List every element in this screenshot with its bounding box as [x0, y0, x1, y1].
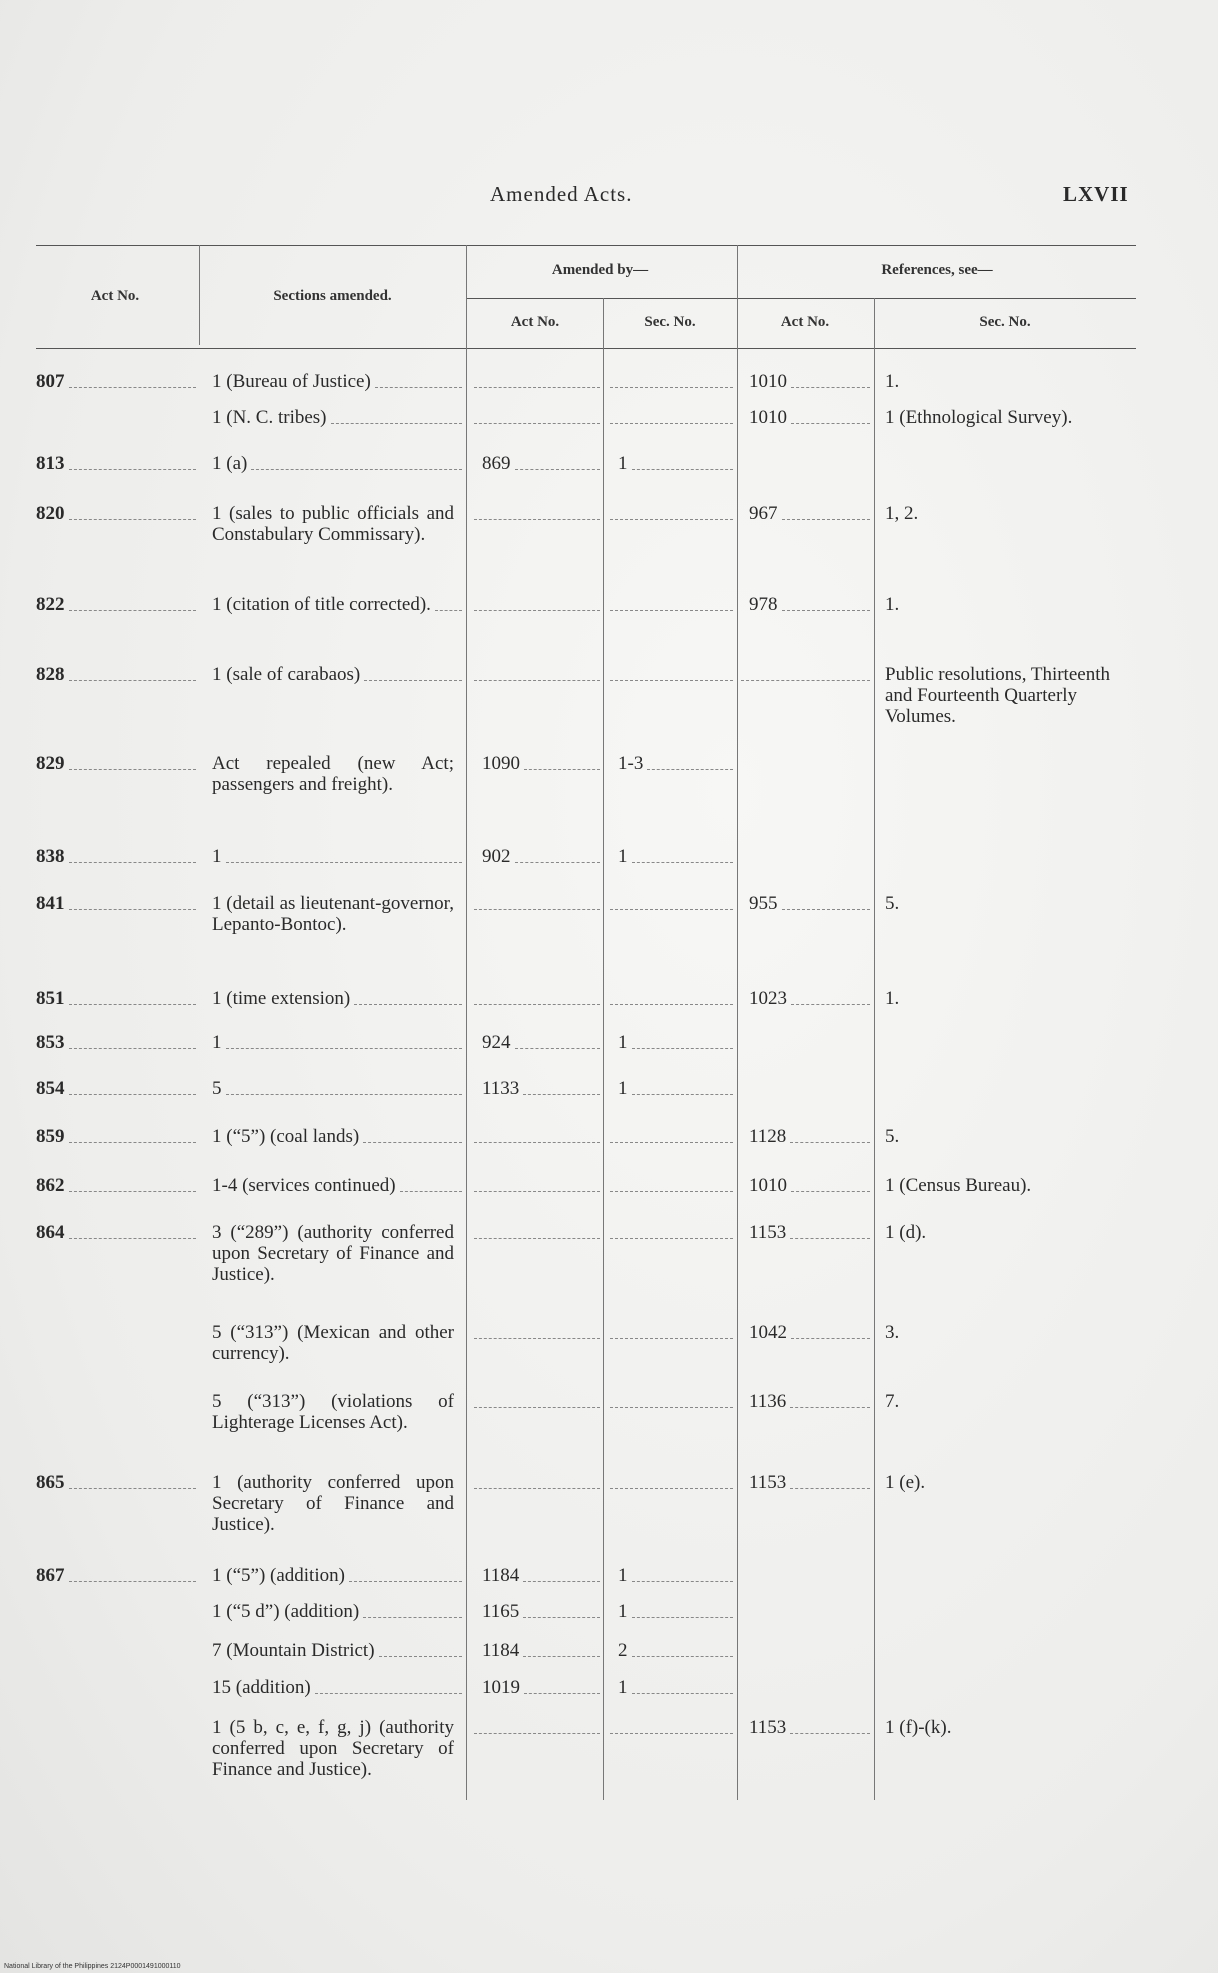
- amended-by-sec: 1: [618, 846, 628, 867]
- section-amended: 3 (“289”) (authority conferred upon Secretary of Finance and Justice).: [212, 1222, 454, 1285]
- amended-by-act: 1184: [482, 1640, 520, 1661]
- header-references: References, see—: [881, 262, 993, 278]
- dot-leader: [69, 1488, 197, 1489]
- act-number: 838: [36, 846, 65, 867]
- act-number: 865: [36, 1472, 65, 1493]
- dot-leader: [524, 769, 600, 770]
- reference-sec: 1 (d).: [885, 1222, 927, 1243]
- dot-leader: [647, 769, 733, 770]
- reference-act: 1153: [749, 1717, 787, 1738]
- dot-leader: [226, 1048, 463, 1049]
- dot-leader: [400, 1191, 462, 1192]
- header-amended-by: Amended by—: [551, 262, 649, 278]
- dot-leader: [474, 519, 600, 520]
- dot-leader: [69, 769, 197, 770]
- amended-by-act: 902: [482, 846, 511, 867]
- reference-sec: 1.: [885, 988, 900, 1009]
- amended-by-act: 1090: [482, 753, 520, 774]
- dot-leader: [474, 909, 600, 910]
- dot-leader: [632, 1656, 734, 1657]
- dot-leader: [331, 423, 462, 424]
- section-amended: 5: [212, 1078, 222, 1099]
- act-number: 851: [36, 988, 65, 1009]
- dot-leader: [524, 1693, 600, 1694]
- dot-leader: [474, 1338, 600, 1339]
- subheader-rule: [466, 298, 1136, 299]
- dot-leader: [523, 1581, 600, 1582]
- header-amend-act-no: Act No.: [510, 314, 560, 330]
- dot-leader: [474, 680, 600, 681]
- dot-leader: [474, 387, 600, 388]
- dot-leader: [474, 1238, 600, 1239]
- dot-leader: [474, 423, 600, 424]
- dot-leader: [632, 1617, 734, 1618]
- section-amended: 7 (Mountain District): [212, 1640, 375, 1661]
- reference-act: 1010: [749, 407, 787, 428]
- col-divider-2: [466, 245, 467, 1800]
- section-amended: 1 (detail as lieutenant-governor, Lepanto-Bontoc).: [212, 893, 454, 935]
- reference-sec: 1 (f)-(k).: [885, 1717, 952, 1738]
- reference-act: 1128: [749, 1126, 787, 1147]
- amended-by-sec: 1: [618, 1078, 628, 1099]
- act-number: 820: [36, 503, 65, 524]
- section-amended: 1-4 (services continued): [212, 1175, 396, 1196]
- header-amend-sec-no: Sec. No.: [644, 314, 696, 330]
- reference-sec: 5.: [885, 893, 900, 914]
- section-amended: 1 (N. C. tribes): [212, 407, 327, 428]
- reference-act: 1153: [749, 1472, 787, 1493]
- dot-leader: [474, 1004, 600, 1005]
- running-head: Amended Acts.: [490, 182, 633, 206]
- section-amended: 1 (“5”) (coal lands): [212, 1126, 360, 1147]
- amended-by-act: 924: [482, 1032, 511, 1053]
- amended-by-act: 1184: [482, 1565, 520, 1586]
- section-amended: 5 (“313”) (violations of Lighterage Licenses Act).: [212, 1391, 454, 1433]
- dot-leader: [515, 1048, 601, 1049]
- reference-act: 1153: [749, 1222, 787, 1243]
- reference-act: 1010: [749, 371, 787, 392]
- section-amended: 1 (time extension): [212, 988, 351, 1009]
- amended-by-act: 1019: [482, 1677, 520, 1698]
- dot-leader: [791, 387, 870, 388]
- dot-leader: [379, 1656, 462, 1657]
- dot-leader: [632, 1048, 734, 1049]
- dot-leader: [474, 1488, 600, 1489]
- dot-leader: [474, 1733, 600, 1734]
- dot-leader: [251, 469, 462, 470]
- dot-leader: [610, 519, 733, 520]
- act-number: 853: [36, 1032, 65, 1053]
- act-number: 862: [36, 1175, 65, 1196]
- col-divider-5: [874, 298, 875, 1800]
- amended-by-act: 1133: [482, 1078, 520, 1099]
- amended-by-sec: 1: [618, 1565, 628, 1586]
- dot-leader: [349, 1581, 462, 1582]
- reference-sec: 1.: [885, 594, 900, 615]
- act-number: 864: [36, 1222, 65, 1243]
- dot-leader: [69, 909, 197, 910]
- dot-leader: [69, 387, 197, 388]
- amended-by-act: 1165: [482, 1601, 520, 1622]
- dot-leader: [226, 1094, 463, 1095]
- dot-leader: [790, 1407, 870, 1408]
- dot-leader: [69, 1191, 197, 1192]
- dot-leader: [610, 909, 733, 910]
- dot-leader: [610, 1142, 733, 1143]
- col-divider-4: [737, 245, 738, 1800]
- amended-by-sec: 1: [618, 1677, 628, 1698]
- section-amended: 1 (5 b, c, e, f, g, j) (authority conferred upon Secretary of Finance and Justice).: [212, 1717, 454, 1780]
- dot-leader: [610, 1488, 733, 1489]
- reference-act: 978: [749, 594, 778, 615]
- dot-leader: [363, 1617, 462, 1618]
- section-amended: 1 (a): [212, 453, 248, 474]
- dot-leader: [69, 1094, 197, 1095]
- col-divider-3: [603, 298, 604, 1800]
- act-number: 813: [36, 453, 65, 474]
- dot-leader: [354, 1004, 462, 1005]
- dot-leader: [632, 1581, 734, 1582]
- dot-leader: [474, 610, 600, 611]
- dot-leader: [69, 1238, 197, 1239]
- amended-by-sec: 1: [618, 1032, 628, 1053]
- reference-act: 1023: [749, 988, 787, 1009]
- dot-leader: [69, 1142, 197, 1143]
- act-number: 859: [36, 1126, 65, 1147]
- dot-leader: [782, 610, 871, 611]
- reference-sec: 1 (e).: [885, 1472, 926, 1493]
- section-amended: 1: [212, 846, 222, 867]
- col-divider-1: [199, 245, 200, 345]
- amended-by-sec: 2: [618, 1640, 628, 1661]
- amended-by-sec: 1: [618, 453, 628, 474]
- dot-leader: [610, 1238, 733, 1239]
- header-ref-act-no: Act No.: [780, 314, 830, 330]
- amended-by-act: 869: [482, 453, 511, 474]
- act-number: 822: [36, 594, 65, 615]
- dot-leader: [69, 1048, 197, 1049]
- scan-credit: National Library of the Philippines 2124P0001491000110: [4, 1963, 181, 1970]
- dot-leader: [610, 610, 733, 611]
- dot-leader: [791, 1338, 870, 1339]
- header-ref-sec-no: Sec. No.: [979, 314, 1031, 330]
- dot-leader: [741, 680, 870, 681]
- section-amended: 1 (authority conferred upon Secretary of Finance and Justice).: [212, 1472, 454, 1535]
- section-amended: 15 (addition): [212, 1677, 311, 1698]
- dot-leader: [610, 680, 733, 681]
- dot-leader: [790, 1488, 870, 1489]
- section-amended: Act repealed (new Act; passengers and freight).: [212, 753, 454, 795]
- act-number: 828: [36, 664, 65, 685]
- dot-leader: [363, 1142, 462, 1143]
- dot-leader: [610, 1338, 733, 1339]
- dot-leader: [790, 1733, 870, 1734]
- dot-leader: [315, 1693, 462, 1694]
- dot-leader: [474, 1142, 600, 1143]
- dot-leader: [364, 680, 462, 681]
- dot-leader: [610, 423, 733, 424]
- dot-leader: [69, 469, 197, 470]
- section-amended: 1 (“5”) (addition): [212, 1565, 345, 1586]
- reference-act: 1136: [749, 1391, 787, 1412]
- act-number: 867: [36, 1565, 65, 1586]
- reference-act: 955: [749, 893, 778, 914]
- section-amended: 5 (“313”) (Mexican and other currency).: [212, 1322, 454, 1364]
- dot-leader: [632, 1094, 734, 1095]
- dot-leader: [632, 469, 734, 470]
- dot-leader: [226, 862, 463, 863]
- dot-leader: [790, 1238, 870, 1239]
- section-amended: 1 (sale of carabaos): [212, 664, 361, 685]
- act-number: 829: [36, 753, 65, 774]
- reference-sec: 1.: [885, 371, 900, 392]
- dot-leader: [69, 519, 197, 520]
- dot-leader: [474, 1407, 600, 1408]
- dot-leader: [69, 862, 197, 863]
- dot-leader: [375, 387, 462, 388]
- header-sections-amended: Sections amended.: [273, 288, 392, 304]
- dot-leader: [435, 610, 462, 611]
- header-bottom-rule: [36, 348, 1136, 349]
- dot-leader: [523, 1094, 600, 1095]
- dot-leader: [69, 680, 197, 681]
- dot-leader: [632, 862, 734, 863]
- reference-sec: 7.: [885, 1391, 900, 1412]
- dot-leader: [782, 909, 871, 910]
- dot-leader: [610, 387, 733, 388]
- header-act-no: Act No.: [90, 288, 140, 304]
- reference-act: 967: [749, 503, 778, 524]
- dot-leader: [515, 862, 601, 863]
- section-amended: 1: [212, 1032, 222, 1053]
- dot-leader: [632, 1693, 734, 1694]
- dot-leader: [610, 1004, 733, 1005]
- table-top-rule: [36, 245, 1136, 246]
- dot-leader: [791, 1004, 870, 1005]
- dot-leader: [790, 1142, 870, 1143]
- dot-leader: [523, 1617, 600, 1618]
- amended-by-sec: 1-3: [618, 753, 644, 774]
- dot-leader: [69, 1581, 197, 1582]
- page-number: LXVII: [1063, 182, 1129, 206]
- dot-leader: [791, 1191, 870, 1192]
- section-amended: 1 (Bureau of Justice): [212, 371, 371, 392]
- reference-sec: Public resolutions, Thirteenth and Fourteenth Quarterly Volumes.: [885, 664, 1110, 727]
- dot-leader: [474, 1191, 600, 1192]
- act-number: 841: [36, 893, 65, 914]
- dot-leader: [515, 469, 601, 470]
- reference-act: 1042: [749, 1322, 787, 1343]
- dot-leader: [782, 519, 871, 520]
- reference-act: 1010: [749, 1175, 787, 1196]
- dot-leader: [610, 1191, 733, 1192]
- dot-leader: [523, 1656, 600, 1657]
- amended-by-sec: 1: [618, 1601, 628, 1622]
- dot-leader: [791, 423, 870, 424]
- section-amended: 1 (sales to public officials and Constabulary Commissary).: [212, 503, 454, 545]
- reference-sec: 5.: [885, 1126, 900, 1147]
- dot-leader: [69, 1004, 197, 1005]
- act-number: 854: [36, 1078, 65, 1099]
- reference-sec: 1 (Ethnological Survey).: [885, 407, 1073, 428]
- dot-leader: [610, 1407, 733, 1408]
- dot-leader: [610, 1733, 733, 1734]
- section-amended: 1 (citation of title corrected).: [212, 594, 431, 615]
- reference-sec: 3.: [885, 1322, 900, 1343]
- act-number: 807: [36, 371, 65, 392]
- reference-sec: 1 (Census Bureau).: [885, 1175, 1032, 1196]
- section-amended: 1 (“5 d”) (addition): [212, 1601, 360, 1622]
- reference-sec: 1, 2.: [885, 503, 919, 524]
- dot-leader: [69, 610, 197, 611]
